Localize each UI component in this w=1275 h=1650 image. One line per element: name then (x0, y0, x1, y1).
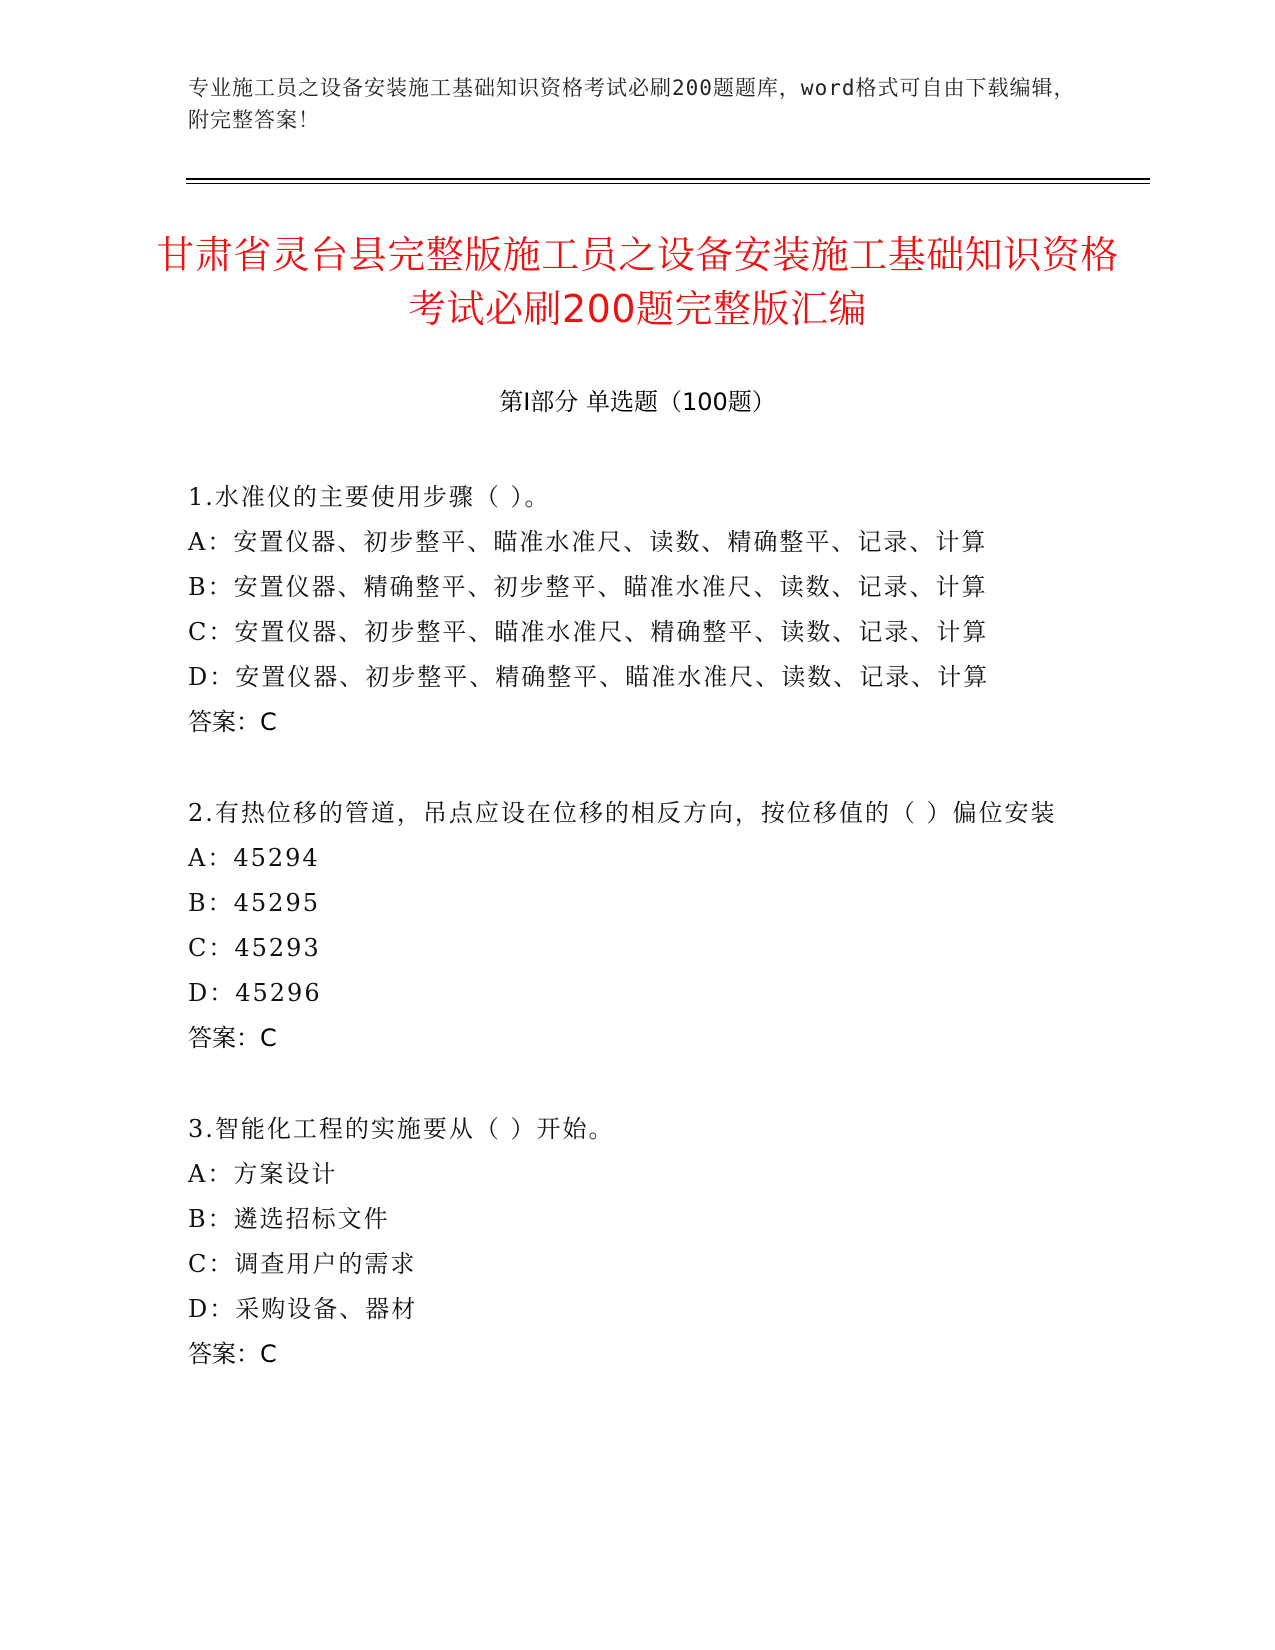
option-c: C：安置仪器、初步整平、瞄准水准尺、精确整平、读数、记录、计算 (188, 618, 989, 646)
header-rule-thin (186, 183, 1150, 184)
question-stem: 1.水准仪的主要使用步骤（ ）。 (188, 483, 551, 511)
option-c: C：45293 (188, 934, 321, 962)
option-b: B：遴选招标文件 (188, 1205, 390, 1233)
question-1 (188, 475, 1068, 745)
option-d: D：安置仪器、初步整平、精确整平、瞄准水准尺、读数、记录、计算 (188, 663, 990, 691)
question-2 (188, 791, 1068, 1061)
option-d: D：采购设备、器材 (188, 1295, 418, 1323)
header-note: 专业施工员之设备安装施工基础知识资格考试必刷200题题库，word格式可自由下载编辑，附完整答案！ (188, 76, 1076, 132)
header-rule-thick (186, 178, 1150, 180)
question-3 (188, 1107, 1068, 1377)
document-title: 甘肃省灵台县完整版施工员之设备安装施工基础知识资格考试必刷200题完整版汇编 (156, 233, 1119, 331)
option-b: B：45295 (188, 889, 320, 917)
question-stem: 3.智能化工程的实施要从（ ）开始。 (188, 1115, 615, 1143)
question-stem: 2.有热位移的管道，吊点应设在位移的相反方向，按位移值的（ ）偏位安装 (188, 799, 1057, 827)
option-d: D：45296 (188, 979, 322, 1007)
option-a: A：安置仪器、初步整平、瞄准水准尺、读数、精确整平、记录、计算 (188, 528, 988, 556)
option-a: A：方案设计 (188, 1160, 338, 1188)
option-b: B：安置仪器、精确整平、初步整平、瞄准水准尺、读数、记录、计算 (188, 573, 988, 601)
answer: 答案：C (188, 708, 277, 736)
option-c: C：调查用户的需求 (188, 1250, 417, 1278)
section-title: 第Ⅰ部分 单选题（100题） (499, 388, 776, 416)
question-list (188, 475, 1068, 1423)
answer: 答案：C (188, 1024, 277, 1052)
option-a: A：45294 (188, 844, 320, 872)
answer: 答案：C (188, 1340, 277, 1368)
